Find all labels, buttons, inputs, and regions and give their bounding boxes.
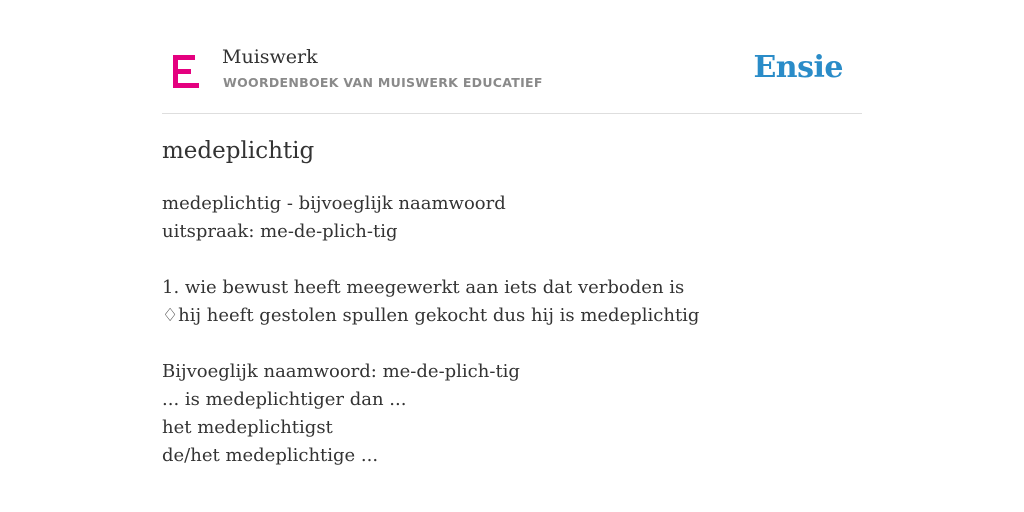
site-header xyxy=(162,0,862,114)
muiswerk-logo-icon[interactable] xyxy=(173,55,199,88)
ensie-logo[interactable]: Ensie xyxy=(753,50,843,85)
entry-line-definition: 1. wie bewust heeft meegewerkt aan iets dat verboden is xyxy=(162,277,685,298)
entry-line-blank xyxy=(162,246,862,274)
entry-line-headword: medeplichtig - bijvoeglijk naamwoord xyxy=(162,193,506,214)
entry-line-blank xyxy=(162,330,862,358)
entry-line-comparative: ... is medeplichtiger dan ... xyxy=(162,389,407,410)
entry-line-inflected: de/het medeplichtige ... xyxy=(162,445,379,466)
source-name[interactable]: Muiswerk xyxy=(222,46,318,68)
entry-line-superlative: het medeplichtigst xyxy=(162,417,333,438)
entry-line-pronunciation: uitspraak: me-de-plich-tig xyxy=(162,221,398,242)
entry-line-example: ♢hij heeft gestolen spullen gekocht dus hij is medeplichtig xyxy=(162,305,700,326)
source-subtitle: WOORDENBOEK VAN MUISWERK EDUCATIEF xyxy=(223,75,543,90)
entry-title: medeplichtig xyxy=(162,138,315,164)
entry-body xyxy=(162,190,862,470)
entry-line-inflection-heading: Bijvoeglijk naamwoord: me-de-plich-tig xyxy=(162,361,520,382)
